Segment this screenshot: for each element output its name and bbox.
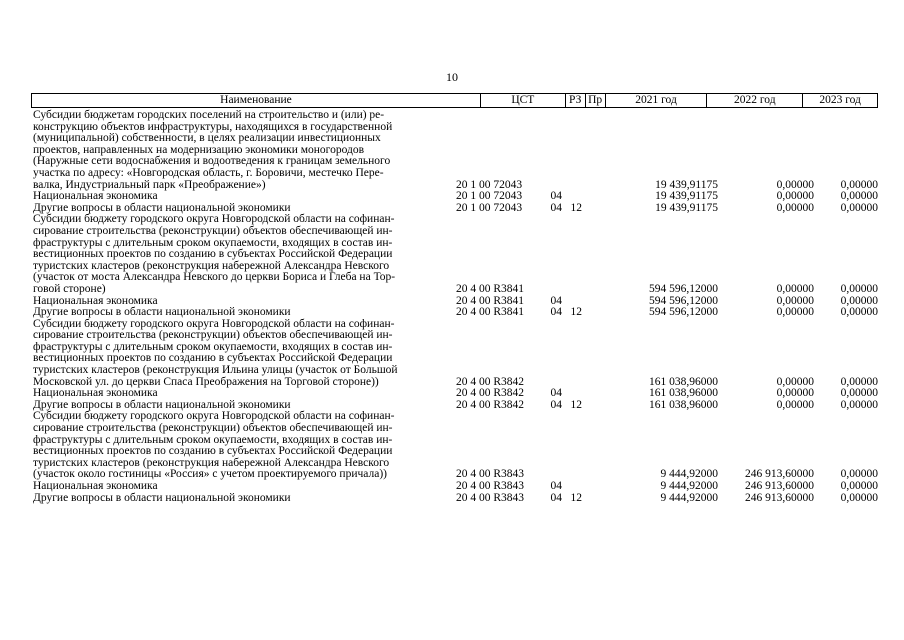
row-2022: 0,00000 — [776, 306, 814, 319]
header-2023: 2023 год — [819, 93, 861, 106]
header-pr: Пр — [586, 94, 606, 107]
row-cst: 20 1 00 72043 — [456, 201, 523, 214]
row-2021: 594 596,12000 — [649, 306, 718, 319]
row-2021: 594 596,12000 — [649, 282, 718, 295]
row-rz: 04 — [550, 398, 562, 411]
row-2022: 246 913,60000 — [745, 491, 814, 504]
row-name: Национальная экономика — [33, 480, 158, 492]
table-row — [31, 411, 878, 481]
row-2023: 0,00000 — [840, 468, 878, 481]
table-row — [31, 319, 878, 389]
table-row — [31, 110, 878, 191]
row-2023: 0,00000 — [840, 387, 878, 400]
row-name: Другие вопросы в области национальной экономики — [33, 491, 291, 504]
row-rz: 04 — [550, 491, 562, 504]
table-row — [31, 191, 878, 203]
row-2021: 161 038,96000 — [649, 398, 718, 411]
row-2023: 0,00000 — [840, 201, 878, 214]
row-name: Национальная экономика — [33, 190, 158, 203]
row-name: Субсидии бюджету городского округа Новгородской области на софинан- сирование строительства (реконструкции) объектов обеспечивающей ин- фраструктуры с длительным сроком окупаемости, входящих в состав ин- вестиционных проектов по созданию в субъектах Российской Федерации туристских кластеров (реконструкция набережной Александра Невского (участок около гостиницы «Россия» с учетом проектируемого причала)) — [33, 410, 395, 481]
row-2022: 246 913,60000 — [745, 480, 814, 492]
table-row — [31, 493, 878, 505]
row-2022: 0,00000 — [776, 398, 814, 411]
row-pr: 12 — [570, 398, 582, 411]
row-cst: 20 4 00 R3843 — [456, 480, 525, 492]
row-2023: 0,00000 — [840, 178, 878, 191]
row-2023: 0,00000 — [840, 398, 878, 411]
table-row — [31, 307, 878, 319]
row-cst: 20 4 00 R3841 — [456, 282, 525, 295]
row-cst: 20 4 00 R3842 — [456, 398, 525, 411]
row-name: Другие вопросы в области национальной экономики — [33, 306, 291, 319]
row-name: Субсидии бюджету городского округа Новгородской области на софинан- сирование строительства (реконструкции) объектов обеспечивающей ин- фраструктуры с длительным сроком окупаемости, входящих в состав ин- вестиционных проектов по созданию в субъектах Российской Федерации туристских кластеров (реконструкция набережной Александра Невского (участок от моста Александра Невского до церкви Бориса и Глеба на Тор- говой стороне) — [33, 213, 396, 295]
row-cst: 20 1 00 72043 — [456, 178, 523, 191]
row-name: Национальная экономика — [33, 294, 158, 307]
header-2021: 2021 год — [606, 94, 708, 107]
row-2021: 9 444,92000 — [660, 491, 718, 504]
row-2021: 19 439,91175 — [655, 178, 718, 191]
row-rz: 04 — [550, 201, 562, 214]
row-2022: 0,00000 — [776, 282, 814, 295]
row-2021: 161 038,96000 — [649, 387, 718, 400]
header-2022: 2022 год — [707, 94, 803, 107]
row-rz: 04 — [550, 294, 562, 307]
header-rz: РЗ — [566, 94, 586, 107]
row-2021: 594 596,12000 — [649, 294, 718, 307]
row-2022: 0,00000 — [776, 294, 814, 307]
row-name: Субсидии бюджету городского округа Новгородской области на софинан- сирование строительства (реконструкции) объектов обеспечивающей ин- фраструктуры с длительным сроком окупаемости, входящих в состав ин- вестиционных проектов по созданию в субъектах Российской Федерации туристских кластеров (реконструкция Ильина улицы (участок от Большой Московской ул. до церкви Спаса Преображения на Торговой стороне)) — [33, 317, 398, 388]
header-name: Наименование — [32, 94, 481, 107]
row-2023: 0,00000 — [840, 375, 878, 388]
row-2023: 0,00000 — [840, 282, 878, 295]
table-row — [31, 481, 878, 493]
table-row — [31, 214, 878, 295]
row-2022: 0,00000 — [776, 387, 814, 400]
row-2023: 0,00000 — [840, 480, 878, 492]
table-body — [31, 110, 878, 504]
row-cst: 20 4 00 R3841 — [456, 294, 525, 307]
page-number: 10 — [446, 70, 458, 84]
row-name: Другие вопросы в области национальной экономики — [33, 398, 291, 411]
row-cst: 20 4 00 R3842 — [456, 387, 525, 400]
row-2022: 0,00000 — [776, 178, 814, 191]
row-2023: 0,00000 — [840, 306, 878, 319]
row-2022: 0,00000 — [776, 375, 814, 388]
row-cst: 20 1 00 72043 — [456, 190, 523, 203]
row-cst: 20 4 00 R3841 — [456, 306, 525, 319]
row-2021: 9 444,92000 — [660, 468, 718, 481]
row-pr: 12 — [570, 491, 582, 504]
row-2022: 0,00000 — [776, 201, 814, 214]
row-2023: 0,00000 — [840, 190, 878, 203]
row-pr: 12 — [570, 306, 582, 319]
row-rz: 04 — [550, 190, 562, 203]
row-cst: 20 4 00 R3843 — [456, 491, 525, 504]
row-name: Национальная экономика — [33, 387, 158, 400]
row-cst: 20 4 00 R3843 — [456, 468, 525, 481]
row-2023: 0,00000 — [840, 491, 878, 504]
row-2021: 19 439,91175 — [655, 201, 718, 214]
table-header — [31, 93, 878, 108]
row-2022: 246 913,60000 — [745, 468, 814, 481]
row-2021: 19 439,91175 — [655, 190, 718, 203]
row-2023: 0,00000 — [840, 294, 878, 307]
row-rz: 04 — [550, 387, 562, 400]
row-2021: 161 038,96000 — [649, 375, 718, 388]
row-rz: 04 — [550, 480, 562, 492]
row-rz: 04 — [550, 306, 562, 319]
row-pr: 12 — [570, 201, 582, 214]
row-name: Другие вопросы в области национальной экономики — [33, 201, 291, 214]
header-cst: ЦСТ — [481, 94, 566, 107]
row-2022: 0,00000 — [776, 190, 814, 203]
row-cst: 20 4 00 R3842 — [456, 375, 525, 388]
row-name: Субсидии бюджетам городских поселений на строительство и (или) ре- конструкцию объектов инфраструктуры, находящихся в государственной (муниципальной) собственности, в целях реализации инвестиционных проектов, направленных на модернизацию экономики моногородов (Наружные сети водоснабжения и водоотведения к границам земельного участка по адресу: «Новгородская область, г. Боровичи, местечко Пере- валка, Индустриальный парк «Преображение») — [33, 109, 393, 191]
row-2021: 9 444,92000 — [660, 480, 718, 492]
